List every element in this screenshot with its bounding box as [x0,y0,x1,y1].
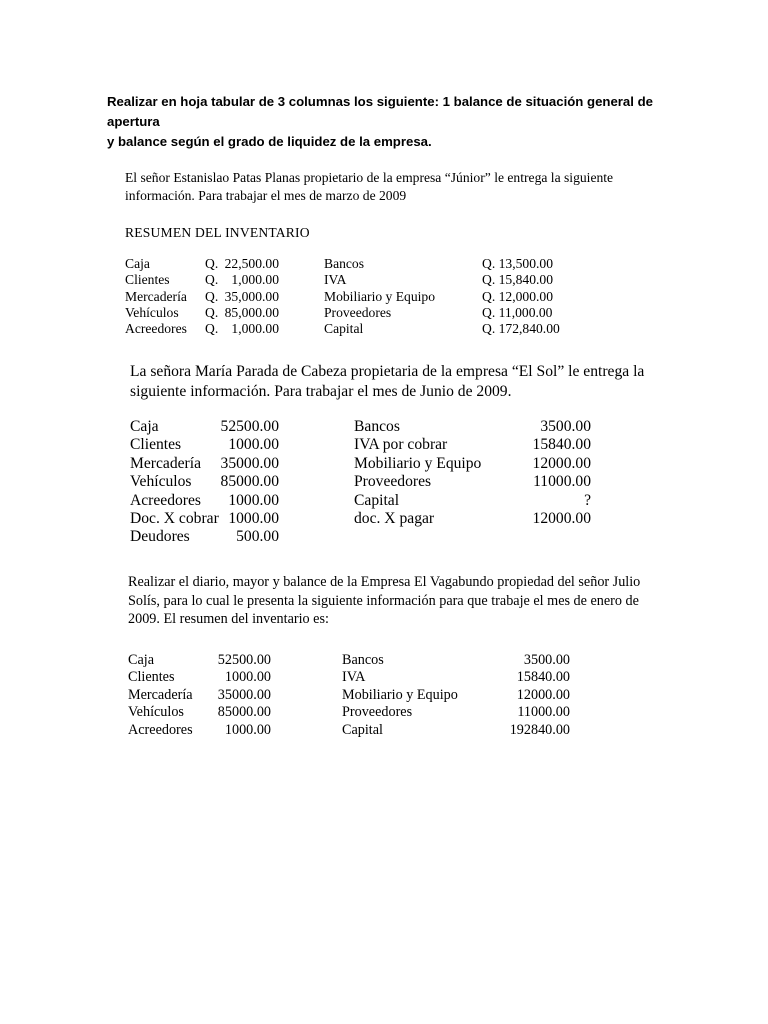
amount-right: Q. 11,000.00 [482,304,553,320]
account-name-left: Clientes [128,669,175,686]
amount-left: 85,000.00 [224,304,279,320]
amount-left: 85000.00 [217,704,271,721]
account-name-left: Mercadería [130,454,201,472]
amount-right: 11000.00 [517,704,570,721]
currency-symbol: Q. [205,288,219,304]
account-name-right: Bancos [354,418,400,435]
account-name-right: Proveedores [342,704,413,721]
inventory-row [130,418,650,436]
account-name-right: IVA por cobrar [354,436,448,454]
inventory-row [128,704,648,722]
inventory-row [125,256,645,272]
inventory-row [125,321,645,337]
account-name-right: Bancos [324,256,365,271]
account-name-right: Capital [342,721,383,738]
amount-right: 15840.00 [516,669,570,686]
inventory-table-3 [128,652,648,740]
inventory-row [130,455,650,473]
currency-symbol: Q. [205,304,219,320]
amount-left: 1,000.00 [231,272,279,288]
account-name-right: Bancos [342,651,384,668]
currency-symbol: Q. [205,256,219,271]
amount-left: 35000.00 [217,686,271,703]
account-name-right: Capital [324,321,364,337]
amount-left: 52500.00 [217,651,271,668]
currency-symbol: Q. [205,272,219,288]
amount-left: 35000.00 [220,454,279,472]
amount-right: 3500.00 [540,418,591,435]
exercise-el-vagabundo [128,573,648,740]
inventory-row [125,272,645,288]
inventory-row [130,473,650,491]
account-name-left: Deudores [130,528,190,546]
inventory-row [125,305,645,321]
amount-right: 3500.00 [523,651,570,668]
amount-left: 1,000.00 [231,321,279,337]
account-name-left: Clientes [125,272,170,288]
amount-right: 12000.00 [532,454,591,472]
inventory-row [128,722,648,740]
account-name-right: Proveedores [354,473,432,491]
account-name-left: Mercadería [128,686,193,703]
account-name-left: Acreedores [128,721,193,738]
account-name-left: Caja [130,418,159,435]
amount-left: 1000.00 [228,510,279,527]
amount-left: 1000.00 [228,491,279,509]
amount-left: 35,000.00 [224,288,279,304]
amount-right: 11000.00 [533,473,591,491]
assignment-heading [107,92,687,152]
exercise-2-text-line-1: La señora María Parada de Cabeza propietaria de la empresa “El Sol” le entrega la [130,363,645,380]
account-name-left: Vehículos [125,304,179,320]
exercise-2-text-line-2: siguiente información. Para trabajar el mes de Junio de 2009. [130,382,512,400]
inventory-row [128,652,648,670]
account-name-right: Mobiliario y Equipo [324,288,436,304]
exercise-3-text-line-2: Solís, para lo cual le presenta la siguiente información para que trabaje el mes de enero de [128,592,639,609]
amount-right: 12000.00 [516,686,570,703]
amount-left: 500.00 [236,528,279,546]
currency-symbol: Q. [205,321,219,337]
account-name-right: Mobiliario y Equipo [354,454,482,472]
amount-right: Q. 12,000.00 [482,288,553,304]
amount-right: 192840.00 [509,721,570,738]
account-name-left: Clientes [130,436,182,454]
amount-right: Q. 172,840.00 [482,321,560,337]
account-name-left: Acreedores [125,321,187,337]
heading-line-2: y balance según el grado de liquidez de la empresa. [107,134,432,149]
account-name-right: Capital [354,491,400,509]
amount-left: 1000.00 [224,721,271,738]
amount-left: 85000.00 [220,473,279,491]
account-name-left: Vehículos [128,704,184,721]
heading-line-1: Realizar en hoja tabular de 3 columnas los siguiente: 1 balance de situación general de apertura [107,94,653,129]
inventory-row [130,528,650,546]
exercise-1-text-line-2: información. Para trabajar el mes de marzo de 2009 [125,187,407,203]
account-name-left: Acreedores [130,491,201,509]
amount-left: 1000.00 [224,669,271,686]
account-name-left: Doc. X cobrar [130,510,219,527]
inventory-row [125,289,645,305]
inventory-row [130,436,650,454]
account-name-left: Caja [125,256,150,271]
inventory-table-1 [125,256,645,338]
account-name-right: IVA [324,272,347,288]
inventory-row [130,510,650,528]
account-name-right: doc. X pagar [354,510,435,527]
account-name-right: Proveedores [324,304,392,320]
amount-right: Q. 15,840.00 [482,272,553,288]
inventory-row [128,669,648,687]
exercise-3-text-line-1: Realizar el diario, mayor y balance de la Empresa El Vagabundo propiedad del señor Julio [128,574,641,590]
amount-left: 52500.00 [220,418,279,435]
exercise-junior [125,169,645,338]
inventory-row [130,492,650,510]
exercise-el-sol [130,362,650,547]
account-name-right: Mobiliario y Equipo [342,686,458,703]
account-name-left: Mercadería [125,288,187,304]
amount-left: 1000.00 [228,436,279,454]
exercise-1-text-line-1: El señor Estanislao Patas Planas propietario de la empresa “Júnior” le entrega la siguiente [125,170,614,185]
amount-right: 15840.00 [532,436,591,454]
amount-right: Q. 13,500.00 [482,256,553,271]
account-name-right: IVA [342,669,366,686]
amount-right: 12000.00 [532,510,591,527]
inventory-table-2 [130,418,650,547]
inventory-row [128,687,648,705]
exercise-3-text-line-3: 2009. El resumen del inventario es: [128,611,329,627]
account-name-left: Vehículos [130,473,192,491]
inventory-summary-heading: RESUMEN DEL INVENTARIO [125,225,310,240]
account-name-left: Caja [128,651,154,668]
amount-right: ? [584,491,591,509]
amount-left: 22,500.00 [224,256,279,271]
